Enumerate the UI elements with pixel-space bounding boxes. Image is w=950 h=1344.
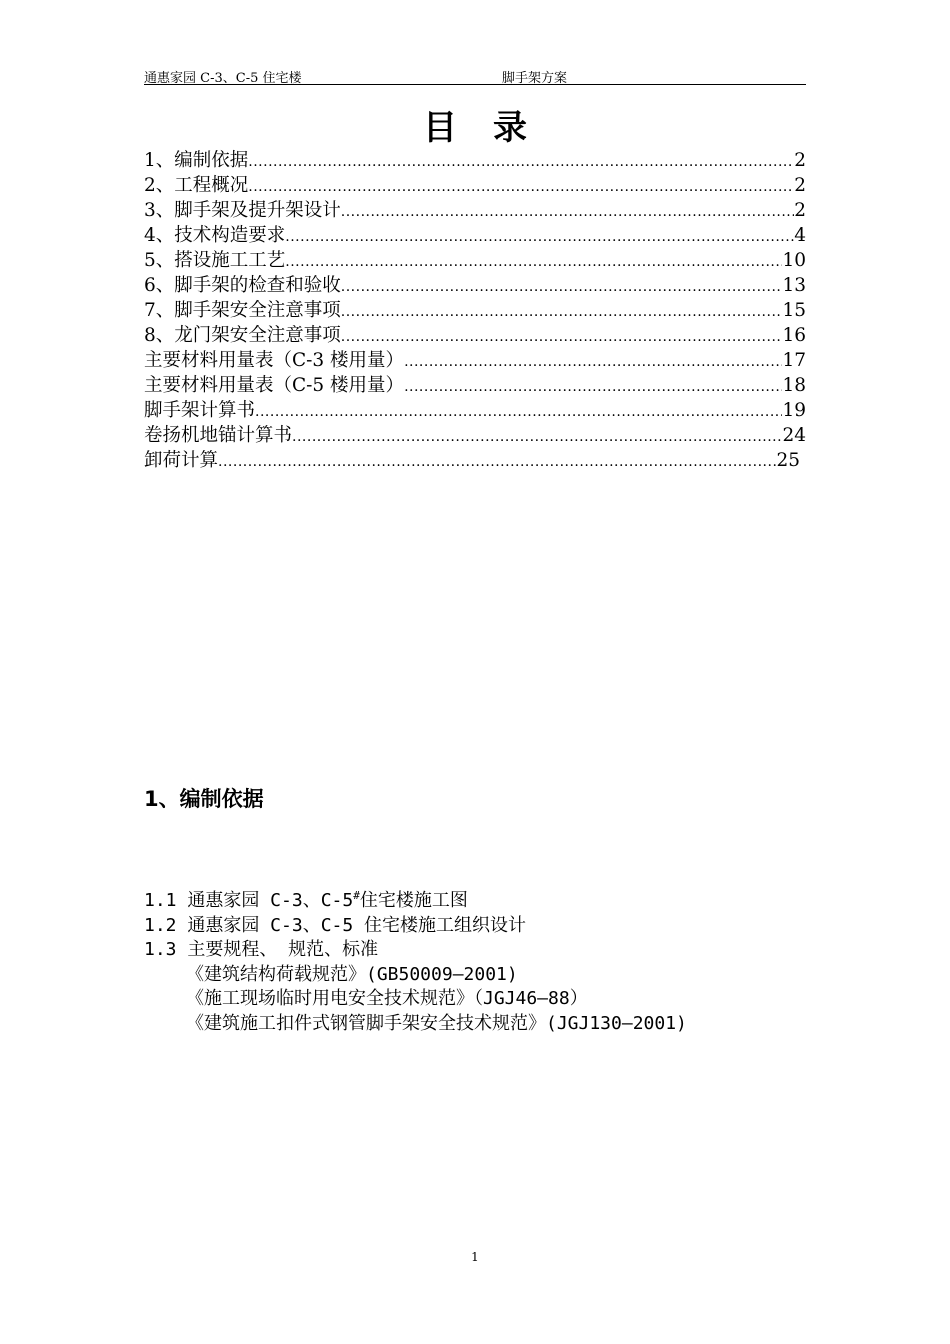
toc-entry-label: 卷扬机地锚计算书 (144, 425, 293, 446)
toc-entry[interactable] (144, 371, 806, 396)
toc-leader-dots (341, 329, 783, 345)
toc-entry[interactable] (144, 196, 806, 221)
toc-entry-page: 2 (794, 175, 806, 196)
toc-entry[interactable] (144, 246, 806, 271)
table-of-contents (144, 146, 806, 471)
toc-entry[interactable] (144, 321, 806, 346)
toc-entry-page: 10 (782, 250, 806, 271)
superscript-hash: # (353, 889, 360, 902)
toc-leader-dots (285, 229, 794, 245)
header-document-title: 脚手架方案 (502, 71, 568, 86)
toc-entry-label: 1、编制依据 (144, 150, 249, 171)
toc-entry-page: 13 (782, 275, 806, 296)
toc-title: 目录 (423, 108, 563, 148)
toc-entry-page: 2 (794, 200, 806, 221)
toc-entry-label: 脚手架计算书 (144, 400, 256, 421)
basis-item-standards: 1.3 主要规程、 规范、标准 (144, 939, 379, 960)
toc-entry-page: 18 (782, 375, 806, 396)
toc-leader-dots (341, 204, 794, 220)
toc-entry-page: 24 (782, 425, 806, 446)
toc-entry[interactable] (144, 346, 806, 371)
toc-entry-page: 15 (782, 300, 806, 321)
basis-item-drawings-suffix: 住宅楼施工图 (359, 890, 468, 911)
toc-leader-dots (404, 379, 782, 395)
toc-entry-label: 主要材料用量表（C-3 楼用量） (144, 350, 405, 371)
toc-entry-page: 25 (776, 450, 800, 471)
toc-leader-dots (255, 404, 782, 420)
basis-item-organization-design: 1.2 通惠家园 C-3、C-5 住宅楼施工组织设计 (144, 914, 527, 936)
toc-leader-dots (218, 454, 776, 470)
toc-entry-label: 主要材料用量表（C-5 楼用量） (144, 375, 405, 396)
toc-entry-label: 卸荷计算 (144, 450, 219, 471)
toc-entry-page: 19 (782, 400, 806, 421)
standard-item: 《施工现场临时用电安全技术规范》（JGJ46—88） (186, 988, 588, 1009)
toc-leader-dots (248, 154, 794, 170)
section-heading: 1、编制依据 (144, 787, 264, 811)
toc-entry-page: 16 (782, 325, 806, 346)
toc-entry-label: 2、工程概况 (144, 175, 249, 196)
toc-entry-page: 17 (782, 350, 806, 371)
header-project-name: 通惠家园 C-3、C-5 住宅楼 (144, 71, 302, 86)
toc-entry[interactable] (144, 446, 806, 471)
toc-entry-label: 6、脚手架的检查和验收 (144, 275, 341, 296)
toc-entry-label: 5、搭设施工工艺 (144, 250, 286, 271)
toc-leader-dots (292, 429, 782, 445)
toc-leader-dots (341, 279, 783, 295)
toc-leader-dots (341, 304, 783, 320)
toc-leader-dots (248, 179, 794, 195)
toc-entry-label: 4、技术构造要求 (144, 225, 286, 246)
toc-entry-label: 3、脚手架及提升架设计 (144, 200, 341, 221)
section-body (144, 886, 687, 1033)
page-number: 1 (471, 1250, 479, 1264)
toc-entry[interactable] (144, 396, 806, 421)
toc-leader-dots (404, 354, 782, 370)
basis-item-drawings (144, 886, 687, 911)
toc-entry-page: 4 (794, 225, 806, 246)
toc-entry-label: 7、脚手架安全注意事项 (144, 300, 341, 321)
standard-item: 《建筑施工扣件式钢管脚手架安全技术规范》(JGJ130—2001) (186, 1012, 687, 1034)
toc-entry-page: 2 (794, 150, 806, 171)
toc-entry[interactable] (144, 146, 806, 171)
page-header (144, 64, 806, 85)
toc-entry[interactable] (144, 221, 806, 246)
toc-entry[interactable] (144, 171, 806, 196)
standard-item: 《建筑结构荷载规范》(GB50009—2001) (186, 963, 518, 985)
toc-entry[interactable] (144, 296, 806, 321)
toc-entry[interactable] (144, 421, 806, 446)
toc-leader-dots (285, 254, 782, 270)
toc-entry-label: 8、龙门架安全注意事项 (144, 325, 341, 346)
basis-item-drawings-text: 1.1 通惠家园 C-3、C-5 (144, 890, 354, 911)
toc-entry[interactable] (144, 271, 806, 296)
